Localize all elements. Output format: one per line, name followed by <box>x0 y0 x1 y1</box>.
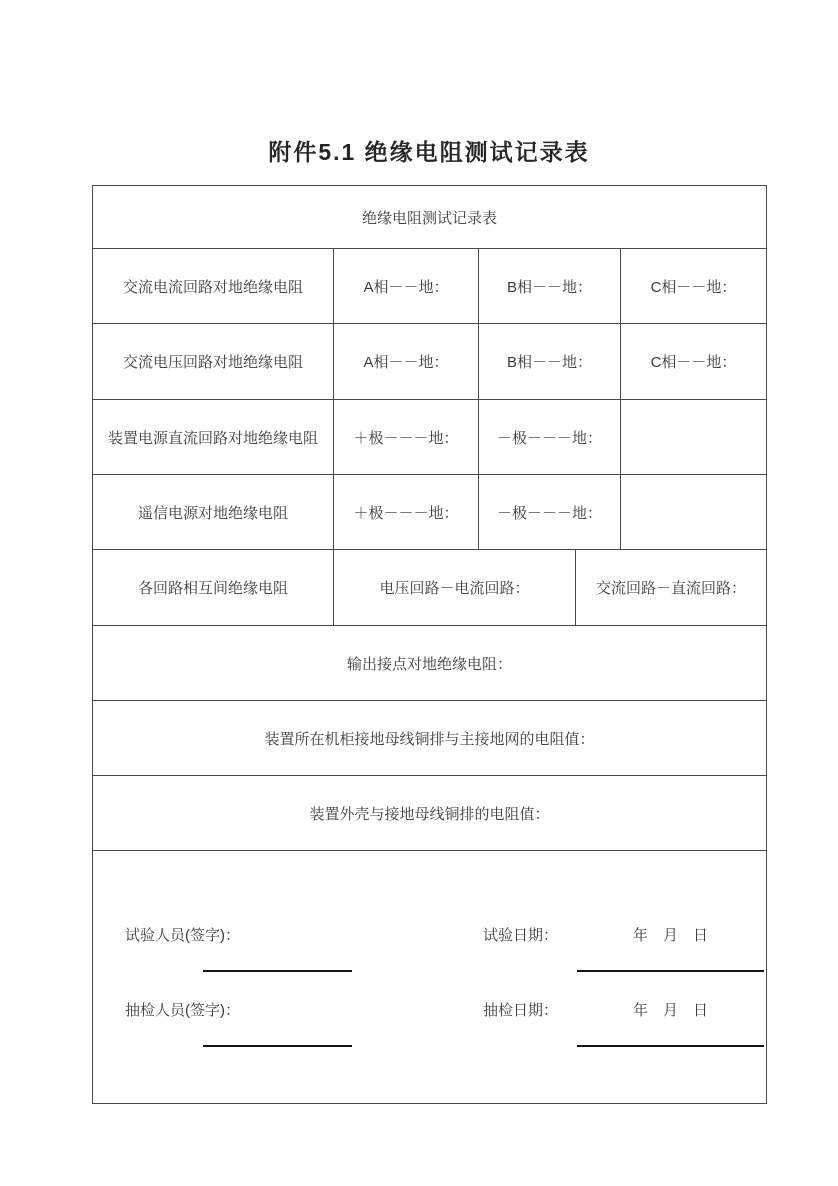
ac-voltage-phase-a-cell: A相－－地： <box>334 324 479 400</box>
inter-circuit-ac-dc-cell: 交流回路－直流回路： <box>576 550 767 626</box>
ac-current-phase-c-cell: C相－－地： <box>621 249 767 324</box>
remote-signal-row-label: 遥信电源对地绝缘电阻 <box>93 475 334 550</box>
table-row-inter-circuit <box>93 550 767 626</box>
signoff-section <box>93 851 767 1104</box>
inter-circuit-row-label: 各回路相互间绝缘电阻 <box>93 550 334 626</box>
ac-voltage-row-label: 交流电压回路对地绝缘电阻 <box>93 324 334 400</box>
tester-signature-line <box>203 970 352 972</box>
table-row-ac-current <box>93 249 767 324</box>
inspector-signature-line <box>203 1045 352 1047</box>
document-title: 附件5.1 绝缘电阻测试记录表 <box>268 139 590 165</box>
remote-signal-positive-cell: ＋极－－－地： <box>334 475 479 550</box>
inspect-date-line <box>577 1045 764 1047</box>
test-date-placeholder: 年 月 日 <box>633 927 709 944</box>
table-row-dc-power <box>93 400 767 475</box>
inter-circuit-voltage-current-cell: 电压回路－电流回路： <box>334 550 576 626</box>
insulation-resistance-test-table <box>92 185 767 1104</box>
cabinet-ground-label: 装置所在机柜接地母线铜排与主接地网的电阻值： <box>93 701 767 776</box>
ac-current-phase-a-cell: A相－－地： <box>334 249 479 324</box>
remote-signal-empty-cell <box>621 475 767 550</box>
dc-power-empty-cell <box>621 400 767 475</box>
table-caption: 绝缘电阻测试记录表 <box>93 186 767 249</box>
output-contact-label: 输出接点对地绝缘电阻： <box>93 626 767 701</box>
dc-power-negative-cell: －极－－－地： <box>479 400 621 475</box>
dc-power-row-label: 装置电源直流回路对地绝缘电阻 <box>93 400 334 475</box>
test-date-line <box>577 970 764 972</box>
enclosure-ground-label: 装置外壳与接地母线铜排的电阻值： <box>93 776 767 851</box>
ac-current-phase-b-cell: B相－－地： <box>479 249 621 324</box>
table-row-cabinet-ground <box>93 701 767 776</box>
inspector-signature-label: 抽检人员(签字)： <box>125 1002 240 1019</box>
table-row-remote-signal <box>93 475 767 550</box>
inspect-date-placeholder: 年 月 日 <box>633 1002 709 1019</box>
inspect-date-label: 抽检日期： <box>483 1002 559 1019</box>
tester-signature-label: 试验人员(签字)： <box>125 927 240 944</box>
test-date-label: 试验日期： <box>483 927 559 944</box>
table-row-caption <box>93 186 767 249</box>
ac-voltage-phase-c-cell: C相－－地： <box>621 324 767 400</box>
dc-power-positive-cell: ＋极－－－地： <box>334 400 479 475</box>
ac-voltage-phase-b-cell: B相－－地： <box>479 324 621 400</box>
table-row-output-contact <box>93 626 767 701</box>
table-row-signoff <box>93 851 767 1104</box>
table-row-enclosure-ground <box>93 776 767 851</box>
table-row-ac-voltage <box>93 324 767 400</box>
remote-signal-negative-cell: －极－－－地： <box>479 475 621 550</box>
ac-current-row-label: 交流电流回路对地绝缘电阻 <box>93 249 334 324</box>
